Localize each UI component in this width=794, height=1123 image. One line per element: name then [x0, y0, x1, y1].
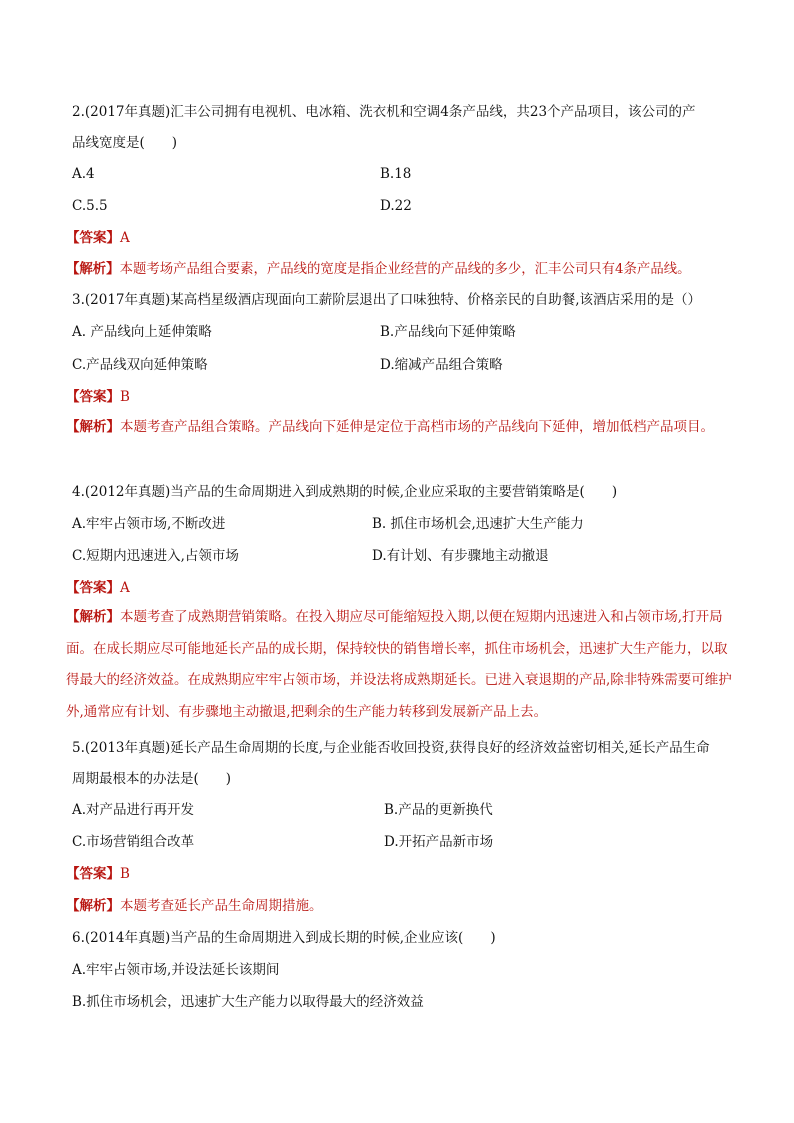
explain-text: 本题考场产品组合要素，产品线的宽度是指企业经营的产品线的多少，汇丰公司只有4条产品线。 [119, 262, 691, 277]
answer-value: B [120, 866, 130, 882]
question-5-option-d: D.开拓产品新市场 [384, 834, 494, 850]
question-2-stem-line-1: 2.(2017年真题)汇丰公司拥有电视机、电冰箱、洗衣机和空调4条产品线，共23个产品项目，该公司的产 [72, 104, 696, 120]
explain-tag: 【解析】 [66, 261, 120, 277]
question-5-option-c: C.市场营销组合改革 [72, 834, 195, 850]
question-2-answer [66, 228, 130, 248]
question-3-explanation [66, 412, 732, 444]
question-2-option-d: D.22 [380, 198, 412, 214]
explain-text: 本题考查了成熟期营销策略。在投入期应尽可能缩短投入期,以便在短期内迅速进入和占领市场,打开局面。在成长期应尽可能地延长产品的成长期，保持较快的销售增长率，抓住市场机会，迅速扩大生产能力，以取得最大的经济效益。在成熟期应牢牢占领市场，并设法将成熟期延长。已进入衰退期的产品,除非特殊需要可维护外,通常应有计划、有步骤地主动撤退,把剩余的生产能力转移到发展新产品上去。 [66, 609, 732, 720]
answer-value: B [120, 389, 130, 405]
question-6-stem: 6.(2014年真题)当产品的生命周期进入到成长期的时候,企业应该( ) [72, 930, 496, 946]
question-5-option-b: B.产品的更新换代 [384, 802, 493, 818]
question-4-option-c: C.短期内迅速进入,占领市场 [72, 548, 239, 564]
question-6-option-b: B.抓住市场机会，迅速扩大生产能力以取得最大的经济效益 [72, 994, 424, 1010]
question-4-option-d: D.有计划、有步骤地主动撤退 [372, 548, 549, 564]
answer-tag: 【答案】 [66, 389, 120, 405]
question-5-explanation [66, 896, 323, 916]
explain-tag: 【解析】 [66, 898, 120, 914]
explain-text: 本题考查产品组合策略。产品线向下延伸是定位于高档市场的产品线向下延伸，增加低档产品项目。 [120, 419, 714, 435]
question-5-stem-line-1: 5.(2013年真题)延长产品生命周期的长度,与企业能否收回投资,获得良好的经济效益密切相关,延长产品生命 [72, 740, 710, 756]
question-4-answer [66, 578, 130, 598]
question-4-stem: 4.(2012年真题)当产品的生命周期进入到成熟期的时候,企业应采取的主要营销策略是( ) [72, 484, 618, 500]
explain-tag: 【解析】 [66, 419, 120, 435]
question-6-option-a: A.牢牢占领市场,并设法延长该期间 [72, 962, 280, 978]
question-5-answer [66, 864, 130, 884]
question-2-option-c: C.5.5 [72, 198, 108, 214]
question-3-option-b: B.产品线向下延伸策略 [380, 324, 516, 340]
question-3-option-d: D.缩减产品组合策略 [380, 357, 503, 373]
question-2-explanation [66, 259, 691, 280]
answer-tag: 【答案】 [66, 866, 120, 882]
answer-tag: 【答案】 [66, 580, 120, 596]
question-2-stem-line-2: 品线宽度是( ) [72, 135, 178, 151]
question-2-option-b: B.18 [380, 166, 412, 182]
explain-tag: 【解析】 [66, 609, 120, 625]
question-4-explanation [66, 602, 732, 728]
question-5-option-a: A.对产品进行再开发 [72, 802, 195, 818]
answer-value: A [120, 230, 130, 246]
question-4-option-a: A.牢牢占领市场,不断改进 [72, 516, 226, 532]
explain-text: 本题考查延长产品生命周期措施。 [120, 898, 323, 914]
question-3-option-a: A. 产品线向上延伸策略 [72, 324, 212, 340]
question-3-stem: 3.(2017年真题)某高档星级酒店现面向工薪阶层退出了口味独特、价格亲民的自助餐,该酒店采用的是（） [72, 292, 702, 308]
question-4-option-b: B. 抓住市场机会,迅速扩大生产能力 [372, 516, 584, 532]
question-3-answer [66, 387, 130, 407]
question-3-option-c: C.产品线双向延伸策略 [72, 357, 208, 373]
answer-tag: 【答案】 [66, 230, 120, 246]
question-2-option-a: A.4 [72, 166, 95, 182]
answer-value: A [120, 580, 130, 596]
question-5-stem-line-2: 周期最根本的办法是( ) [72, 771, 232, 787]
